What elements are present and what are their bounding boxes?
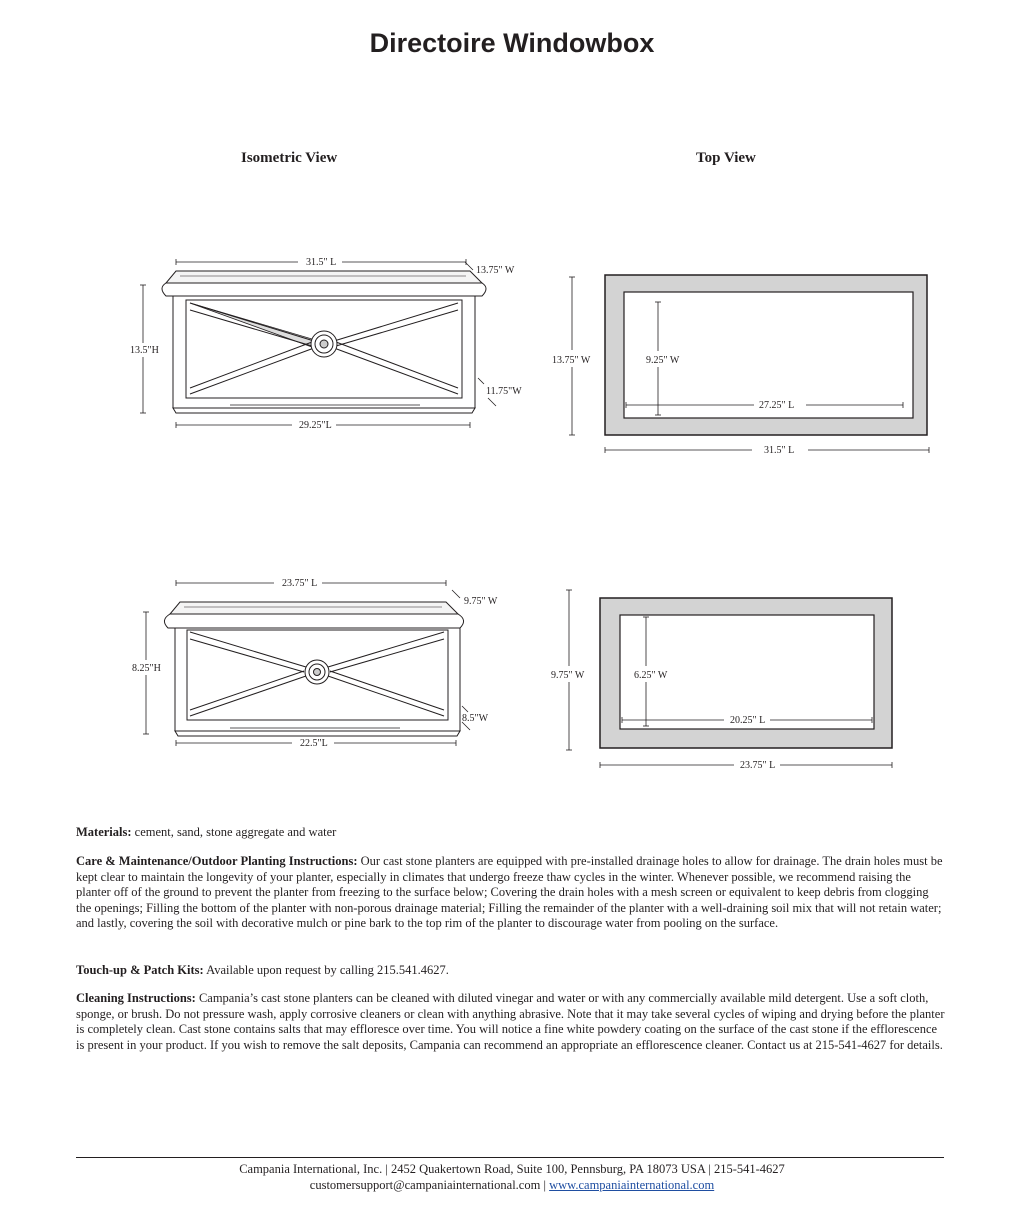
small-top-outer-width-label: 9.75" W	[551, 670, 585, 681]
small-iso-width-top-label: 9.75" W	[464, 596, 498, 607]
footer-separator: |	[540, 1178, 550, 1192]
materials-label: Materials:	[76, 825, 132, 839]
large-iso-width-top-label: 13.75" W	[476, 265, 515, 276]
footer-contact	[0, 1178, 1024, 1193]
large-top-inner-width-label: 9.25" W	[646, 355, 680, 366]
touchup-label: Touch-up & Patch Kits:	[76, 963, 204, 977]
large-iso-base-length-label: 29.25"L	[299, 420, 332, 431]
small-top-inner-width-label: 6.25" W	[634, 670, 668, 681]
large-isometric-drawing	[162, 271, 486, 413]
large-top-outer-width-label: 13.75" W	[552, 355, 591, 366]
page-title: Directoire Windowbox	[369, 28, 655, 58]
small-iso-width-base-label: 8.5"W	[462, 713, 489, 724]
touchup-text: Available upon request by calling 215.541.4627.	[203, 963, 449, 977]
small-iso-base-length-label: 22.5"L	[300, 738, 328, 749]
footer-email: customersupport@campaniainternational.com	[309, 1178, 541, 1192]
cleaning-text: Campania’s cast stone planters can be cleaned with diluted vinegar and water or with any commercially available mild detergent. Use a soft cloth, sponge, or brush. Do not pressure wash, apply corrosive cleaners or clean with anything abrasive. Note that it may take several cycles of wiping and drying before the planter is completely clean. Cast stone contains salts that may effloresce over time. You will notice a fine white powdery coating on the surface of the cast stone if the efflorescence is present in your product. If you wish to remove the salt deposits, Campania can recommend an appropriate an efflorescence cleaner. Contact us at 215-541-4627 for details.	[76, 991, 945, 1052]
care-label: Care & Maintenance/Outdoor Planting Instructions:	[76, 854, 358, 868]
materials-paragraph	[76, 825, 946, 841]
footer-website-link[interactable]: www.campaniainternational.com	[549, 1178, 715, 1192]
large-top-inner-length-label: 27.25" L	[759, 400, 795, 411]
isometric-view-heading: Isometric View	[241, 150, 338, 166]
cleaning-paragraph	[76, 991, 946, 1053]
small-top-inner-length-label: 20.25" L	[730, 715, 766, 726]
large-iso-width-base-label: 11.75"W	[486, 386, 522, 397]
care-paragraph	[76, 854, 946, 932]
small-isometric-drawing	[164, 602, 463, 736]
small-iso-length-label: 23.75" L	[282, 578, 318, 589]
touchup-paragraph	[76, 963, 946, 979]
cleaning-label: Cleaning Instructions:	[76, 991, 196, 1005]
small-top-outer-length-label: 23.75" L	[740, 760, 776, 771]
large-top-outer-length-label: 31.5" L	[764, 445, 795, 456]
large-iso-length-label: 31.5" L	[306, 257, 337, 268]
top-view-heading: Top View	[696, 150, 756, 166]
care-text: Our cast stone planters are equipped with pre-installed drainage holes to allow for drainage. The drain holes must be kept clear to maintain the longevity of your planter, especially in climates that undergo freeze thaw cycles in the winter. Whenever possible, we recommend raising the planter off of the ground to prevent the planter from freezing to the surface below; Covering the drain holes with a mesh screen or equivalent to keep debris from clogging the openings; Filling the bottom of the planter with non-porous drainage material; Filling the remainder of the planter with a well-draining soil mix that will not retain water; and lastly, covering the soil with decorative mulch or pine bark to the top rim of the planter to discourage water from pooling on the surface.	[76, 854, 943, 931]
footer-divider	[76, 1157, 944, 1158]
small-iso-height-label: 8.25"H	[132, 663, 161, 674]
materials-text: cement, sand, stone aggregate and water	[131, 825, 337, 839]
large-iso-height-label: 13.5"H	[130, 345, 159, 356]
footer-address: Campania International, Inc. | 2452 Quakertown Road, Suite 100, Pennsburg, PA 18073 USA | 215-541-4627	[239, 1162, 785, 1176]
